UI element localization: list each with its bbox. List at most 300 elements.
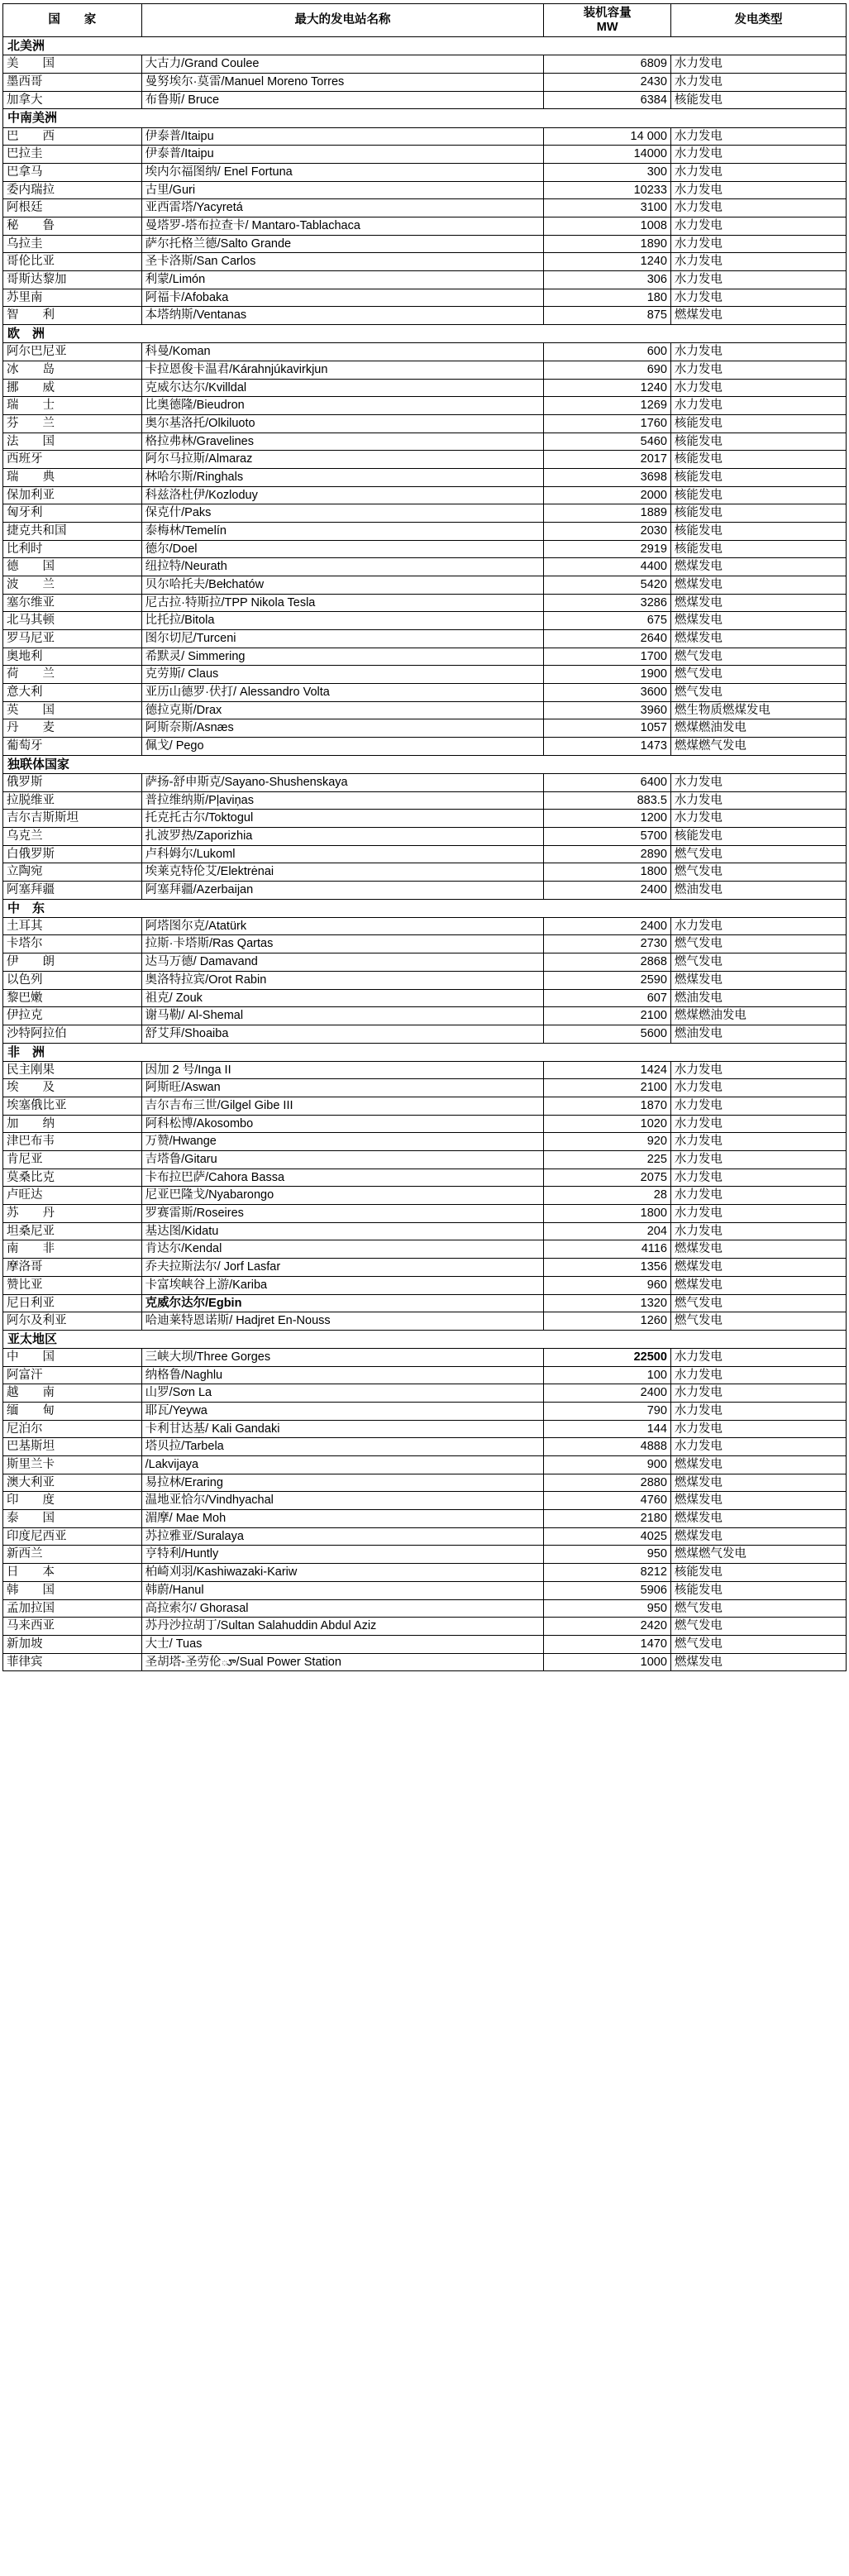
cell-generation-type: 燃煤发电	[670, 1240, 846, 1259]
cell-capacity: 2919	[544, 540, 671, 558]
cell-generation-type: 燃气发电	[670, 863, 846, 882]
table-row	[3, 1420, 847, 1438]
cell-capacity: 675	[544, 612, 671, 630]
cell-generation-type: 水力发电	[670, 55, 846, 74]
cell-plant-name: 圣卡洛斯/San Carlos	[141, 253, 544, 271]
cell-capacity: 1240	[544, 379, 671, 397]
region-label: 中南美洲	[3, 109, 847, 127]
cell-capacity: 5600	[544, 1025, 671, 1043]
table-row	[3, 989, 847, 1007]
cell-capacity: 3698	[544, 468, 671, 486]
table-row	[3, 199, 847, 217]
cell-capacity: 2880	[544, 1474, 671, 1492]
table-row	[3, 451, 847, 469]
cell-plant-name: 阿福卡/Afobaka	[141, 289, 544, 307]
cell-country: 荷 兰	[3, 666, 142, 684]
cell-plant-name: 阿塞拜疆/Azerbaijan	[141, 881, 544, 899]
cell-generation-type: 水力发电	[670, 1061, 846, 1079]
cell-generation-type: 燃气发电	[670, 1635, 846, 1653]
cell-generation-type: 水力发电	[670, 217, 846, 235]
table-row	[3, 666, 847, 684]
region-row	[3, 324, 847, 342]
table-row	[3, 648, 847, 666]
cell-capacity: 2100	[544, 1079, 671, 1097]
cell-country: 拉脱维亚	[3, 791, 142, 810]
cell-capacity: 4400	[544, 558, 671, 576]
cell-capacity: 1800	[544, 863, 671, 882]
cell-generation-type: 燃气发电	[670, 648, 846, 666]
cell-plant-name: 埃内尔福图纳/ Enel Fortuna	[141, 163, 544, 181]
cell-generation-type: 燃气发电	[670, 1294, 846, 1312]
cell-country: 阿根廷	[3, 199, 142, 217]
cell-plant-name: 纽拉特/Neurath	[141, 558, 544, 576]
cell-capacity: 2000	[544, 486, 671, 504]
cell-capacity: 1473	[544, 737, 671, 755]
table-row	[3, 289, 847, 307]
cell-generation-type: 水力发电	[670, 1169, 846, 1187]
table-row	[3, 540, 847, 558]
cell-plant-name: 曼努埃尔·莫雷/Manuel Moreno Torres	[141, 73, 544, 91]
cell-capacity: 1020	[544, 1115, 671, 1133]
cell-generation-type: 燃煤发电	[670, 1276, 846, 1294]
table-row	[3, 1492, 847, 1510]
cell-capacity: 100	[544, 1366, 671, 1384]
cell-capacity: 2890	[544, 845, 671, 863]
cell-country: 印度尼西亚	[3, 1527, 142, 1546]
cell-plant-name: 保克什/Paks	[141, 504, 544, 523]
cell-plant-name: 肯达尔/Kendal	[141, 1240, 544, 1259]
cell-capacity: 1200	[544, 810, 671, 828]
cell-generation-type: 核能发电	[670, 540, 846, 558]
cell-capacity: 790	[544, 1403, 671, 1421]
table-row	[3, 522, 847, 540]
cell-country: 保加利亚	[3, 486, 142, 504]
header-plant: 最大的发电站名称	[141, 4, 544, 37]
cell-capacity: 950	[544, 1599, 671, 1618]
cell-generation-type: 水力发电	[670, 810, 846, 828]
table-row	[3, 1259, 847, 1277]
cell-plant-name: 利蒙/Limón	[141, 270, 544, 289]
cell-plant-name: 科兹洛杜伊/Kozloduy	[141, 486, 544, 504]
table-row	[3, 433, 847, 451]
table-row	[3, 1079, 847, 1097]
cell-capacity: 4760	[544, 1492, 671, 1510]
cell-capacity: 1889	[544, 504, 671, 523]
cell-generation-type: 水力发电	[670, 1205, 846, 1223]
cell-plant-name: 卡拉恩俊卡温君/Kárahnjúkavirkjun	[141, 361, 544, 379]
cell-plant-name: 吉尔吉布三世/Gilgel Gibe III	[141, 1097, 544, 1116]
table-body	[3, 37, 847, 1671]
region-label: 北美洲	[3, 37, 847, 55]
cell-generation-type: 核能发电	[670, 433, 846, 451]
cell-generation-type: 燃煤发电	[670, 1474, 846, 1492]
cell-country: 卡塔尔	[3, 935, 142, 953]
cell-plant-name: 托克托古尔/Toktogul	[141, 810, 544, 828]
cell-plant-name: 拉斯·卡塔斯/Ras Qartas	[141, 935, 544, 953]
cell-plant-name: 哈迪莱特恩诺斯/ Hadjret En-Nouss	[141, 1312, 544, 1331]
table-row	[3, 612, 847, 630]
cell-country: 匈牙利	[3, 504, 142, 523]
cell-generation-type: 水力发电	[670, 1420, 846, 1438]
cell-plant-name: 本塔纳斯/Ventanas	[141, 307, 544, 325]
cell-capacity: 2030	[544, 522, 671, 540]
table-row	[3, 414, 847, 433]
cell-plant-name: 尼古拉·特斯拉/TPP Nikola Tesla	[141, 594, 544, 612]
table-row	[3, 379, 847, 397]
cell-plant-name: 古里/Guri	[141, 181, 544, 199]
cell-capacity: 1890	[544, 235, 671, 253]
cell-generation-type: 水力发电	[670, 1349, 846, 1367]
region-row	[3, 37, 847, 55]
cell-capacity: 1470	[544, 1635, 671, 1653]
cell-plant-name: 卡富埃峡谷上游/Kariba	[141, 1276, 544, 1294]
cell-capacity: 6400	[544, 773, 671, 791]
table-row	[3, 1384, 847, 1403]
cell-country: 莫桑比克	[3, 1169, 142, 1187]
table-row	[3, 55, 847, 74]
cell-plant-name: 苏拉雅亚/Suralaya	[141, 1527, 544, 1546]
cell-country: 卢旺达	[3, 1187, 142, 1205]
cell-generation-type: 燃煤燃油发电	[670, 719, 846, 738]
table-row	[3, 1061, 847, 1079]
cell-capacity: 2180	[544, 1510, 671, 1528]
table-row	[3, 1546, 847, 1564]
table-row	[3, 1510, 847, 1528]
cell-generation-type: 水力发电	[670, 181, 846, 199]
header-capacity	[544, 4, 671, 37]
table-row	[3, 1581, 847, 1599]
cell-country: 奥地利	[3, 648, 142, 666]
cell-country: 挪 威	[3, 379, 142, 397]
cell-generation-type: 燃气发电	[670, 1618, 846, 1636]
cell-generation-type: 水力发电	[670, 127, 846, 146]
cell-capacity: 2868	[544, 953, 671, 972]
cell-country: 坦桑尼亚	[3, 1222, 142, 1240]
region-label: 亚太地区	[3, 1330, 847, 1348]
cell-capacity: 1269	[544, 397, 671, 415]
cell-plant-name: 舒艾拜/Shoaiba	[141, 1025, 544, 1043]
cell-capacity: 690	[544, 361, 671, 379]
cell-country: 肯尼亚	[3, 1151, 142, 1169]
cell-country: 美 国	[3, 55, 142, 74]
cell-capacity: 2420	[544, 1618, 671, 1636]
cell-plant-name: 尼亚巴隆戈/Nyabarongo	[141, 1187, 544, 1205]
cell-country: 哥斯达黎加	[3, 270, 142, 289]
cell-country: 新西兰	[3, 1546, 142, 1564]
cell-country: 英 国	[3, 701, 142, 719]
cell-plant-name: 阿尔马拉斯/Almaraz	[141, 451, 544, 469]
cell-country: 阿塞拜疆	[3, 881, 142, 899]
cell-capacity: 1008	[544, 217, 671, 235]
cell-generation-type: 燃煤发电	[670, 594, 846, 612]
cell-plant-name: 耶瓦/Yeywa	[141, 1403, 544, 1421]
table-row	[3, 1276, 847, 1294]
cell-country: 加 纳	[3, 1115, 142, 1133]
table-row	[3, 1403, 847, 1421]
cell-plant-name: 基达图/Kidatu	[141, 1222, 544, 1240]
table-row	[3, 253, 847, 271]
cell-plant-name: 乔夫拉斯法尔/ Jorf Lasfar	[141, 1259, 544, 1277]
table-row	[3, 953, 847, 972]
cell-generation-type: 核能发电	[670, 827, 846, 845]
cell-generation-type: 燃气发电	[670, 1599, 846, 1618]
table-row	[3, 73, 847, 91]
cell-plant-name: 曼塔罗-塔布拉查卡/ Mantaro-Tablachaca	[141, 217, 544, 235]
cell-capacity: 22500	[544, 1349, 671, 1367]
cell-plant-name: 亨特利/Huntly	[141, 1546, 544, 1564]
cell-capacity: 1356	[544, 1259, 671, 1277]
cell-capacity: 950	[544, 1546, 671, 1564]
cell-capacity: 14000	[544, 146, 671, 164]
header-row	[3, 4, 847, 37]
cell-capacity: 1424	[544, 1061, 671, 1079]
cell-generation-type: 燃煤发电	[670, 1259, 846, 1277]
cell-country: 丹 麦	[3, 719, 142, 738]
cell-generation-type: 水力发电	[670, 146, 846, 164]
cell-country: 泰 国	[3, 1510, 142, 1528]
cell-plant-name: 奥尔基洛托/Olkiluoto	[141, 414, 544, 433]
cell-generation-type: 水力发电	[670, 343, 846, 361]
cell-country: 津巴布韦	[3, 1133, 142, 1151]
cell-capacity: 2430	[544, 73, 671, 91]
cell-capacity: 5420	[544, 576, 671, 594]
cell-country: 西班牙	[3, 451, 142, 469]
table-row	[3, 1474, 847, 1492]
cell-plant-name: 湄摩/ Mae Moh	[141, 1510, 544, 1528]
cell-plant-name: 贝尔哈托夫/Bełchatów	[141, 576, 544, 594]
cell-capacity: 1800	[544, 1205, 671, 1223]
cell-plant-name: 易拉林/Eraring	[141, 1474, 544, 1492]
cell-country: 韩 国	[3, 1581, 142, 1599]
cell-country: 德 国	[3, 558, 142, 576]
cell-generation-type: 水力发电	[670, 1133, 846, 1151]
cell-country: 伊 朗	[3, 953, 142, 972]
cell-plant-name: 德尔/Doel	[141, 540, 544, 558]
cell-country: 斯里兰卡	[3, 1456, 142, 1474]
cell-plant-name: 高拉索尔/ Ghorasal	[141, 1599, 544, 1618]
cell-capacity: 225	[544, 1151, 671, 1169]
table-row	[3, 486, 847, 504]
cell-generation-type: 水力发电	[670, 270, 846, 289]
cell-capacity: 1900	[544, 666, 671, 684]
cell-plant-name: 扎波罗热/Zaporizhia	[141, 827, 544, 845]
region-row	[3, 899, 847, 917]
table-row	[3, 217, 847, 235]
table-row	[3, 361, 847, 379]
table-row	[3, 1438, 847, 1456]
table-row	[3, 1294, 847, 1312]
cell-generation-type: 水力发电	[670, 1403, 846, 1421]
cell-plant-name: 亚西雷塔/Yacyretá	[141, 199, 544, 217]
cell-capacity: 204	[544, 1222, 671, 1240]
cell-capacity: 2100	[544, 1007, 671, 1025]
cell-plant-name: 克威尔达尔/Kvilldal	[141, 379, 544, 397]
cell-capacity: 5460	[544, 433, 671, 451]
region-label: 欧 洲	[3, 324, 847, 342]
table-row	[3, 1151, 847, 1169]
cell-plant-name: 柏崎刈羽/Kashiwazaki-Kariw	[141, 1564, 544, 1582]
cell-capacity: 2730	[544, 935, 671, 953]
cell-plant-name: 比奥德隆/Bieudron	[141, 397, 544, 415]
cell-country: 伊拉克	[3, 1007, 142, 1025]
cell-capacity: 300	[544, 163, 671, 181]
cell-plant-name: 阿科松博/Akosombo	[141, 1115, 544, 1133]
cell-capacity: 2400	[544, 1384, 671, 1403]
cell-country: 乌克兰	[3, 827, 142, 845]
table-row	[3, 235, 847, 253]
table-row	[3, 1097, 847, 1116]
cell-country: 巴 西	[3, 127, 142, 146]
cell-plant-name: 万赞/Hwange	[141, 1133, 544, 1151]
cell-generation-type: 燃生物质燃煤发电	[670, 701, 846, 719]
cell-country: 埃塞俄比亚	[3, 1097, 142, 1116]
cell-capacity: 1760	[544, 414, 671, 433]
cell-capacity: 1240	[544, 253, 671, 271]
cell-plant-name: 塔贝拉/Tarbela	[141, 1438, 544, 1456]
cell-capacity: 3960	[544, 701, 671, 719]
cell-generation-type: 燃气发电	[670, 666, 846, 684]
cell-country: 吉尔吉斯斯坦	[3, 810, 142, 828]
table-row	[3, 1025, 847, 1043]
table-row	[3, 791, 847, 810]
cell-country: 土耳其	[3, 917, 142, 935]
cell-country: 苏 丹	[3, 1205, 142, 1223]
cell-generation-type: 燃煤发电	[670, 971, 846, 989]
cell-capacity: 4025	[544, 1527, 671, 1546]
cell-country: 越 南	[3, 1384, 142, 1403]
cell-plant-name: 图尔切尼/Turceni	[141, 629, 544, 648]
cell-capacity: 180	[544, 289, 671, 307]
cell-generation-type: 水力发电	[670, 1187, 846, 1205]
region-row	[3, 1043, 847, 1061]
cell-plant-name: 谢马勒/ Al-Shemal	[141, 1007, 544, 1025]
cell-country: 俄罗斯	[3, 773, 142, 791]
table-row	[3, 1115, 847, 1133]
cell-country: 北马其顿	[3, 612, 142, 630]
cell-plant-name: 纳格鲁/Naghlu	[141, 1366, 544, 1384]
table-row	[3, 504, 847, 523]
cell-plant-name: 卢科姆尔/Lukoml	[141, 845, 544, 863]
cell-plant-name: 布鲁斯/ Bruce	[141, 91, 544, 109]
cell-country: 秘 鲁	[3, 217, 142, 235]
cell-generation-type: 水力发电	[670, 199, 846, 217]
cell-capacity: 6384	[544, 91, 671, 109]
cell-country: 马来西亚	[3, 1618, 142, 1636]
cell-country: 立陶宛	[3, 863, 142, 882]
cell-country: 乌拉圭	[3, 235, 142, 253]
cell-country: 塞尔维亚	[3, 594, 142, 612]
table-row	[3, 1222, 847, 1240]
table-row	[3, 810, 847, 828]
cell-generation-type: 水力发电	[670, 361, 846, 379]
cell-generation-type: 燃煤发电	[670, 1527, 846, 1546]
cell-country: 墨西哥	[3, 73, 142, 91]
cell-country: 南 非	[3, 1240, 142, 1259]
table-row	[3, 127, 847, 146]
cell-country: 哥伦比亚	[3, 253, 142, 271]
region-label: 独联体国家	[3, 755, 847, 773]
cell-generation-type: 水力发电	[670, 1097, 846, 1116]
table-row	[3, 1312, 847, 1331]
cell-plant-name: 因加 2 号/Inga II	[141, 1061, 544, 1079]
table-row	[3, 773, 847, 791]
cell-plant-name: 阿斯旺/Aswan	[141, 1079, 544, 1097]
cell-plant-name: 卡利甘达基/ Kali Gandaki	[141, 1420, 544, 1438]
cell-capacity: 607	[544, 989, 671, 1007]
cell-plant-name: 吉塔鲁/Gitaru	[141, 1151, 544, 1169]
cell-capacity: 2017	[544, 451, 671, 469]
cell-plant-name: 卡布拉巴萨/Cahora Bassa	[141, 1169, 544, 1187]
table-row	[3, 701, 847, 719]
cell-generation-type: 核能发电	[670, 451, 846, 469]
cell-plant-name: 大古力/Grand Coulee	[141, 55, 544, 74]
table-row	[3, 594, 847, 612]
cell-country: 黎巴嫩	[3, 989, 142, 1007]
cell-country: 委内瑞拉	[3, 181, 142, 199]
cell-generation-type: 水力发电	[670, 73, 846, 91]
table-row	[3, 181, 847, 199]
cell-plant-name: 达马万德/ Damavand	[141, 953, 544, 972]
cell-capacity: 2640	[544, 629, 671, 648]
cell-capacity: 900	[544, 1456, 671, 1474]
cell-country: 新加坡	[3, 1635, 142, 1653]
cell-country: 巴拉圭	[3, 146, 142, 164]
table-row	[3, 683, 847, 701]
cell-generation-type: 燃煤发电	[670, 1653, 846, 1671]
cell-country: 民主刚果	[3, 1061, 142, 1079]
cell-generation-type: 核能发电	[670, 504, 846, 523]
cell-capacity: 1700	[544, 648, 671, 666]
cell-capacity: 8212	[544, 1564, 671, 1582]
cell-capacity: 3100	[544, 199, 671, 217]
cell-country: 阿尔巴尼亚	[3, 343, 142, 361]
cell-generation-type: 燃煤发电	[670, 558, 846, 576]
cell-country: 苏里南	[3, 289, 142, 307]
table-row	[3, 1635, 847, 1653]
cell-plant-name: 亚历山德罗·伏打/ Alessandro Volta	[141, 683, 544, 701]
cell-generation-type: 水力发电	[670, 1438, 846, 1456]
cell-capacity: 2400	[544, 917, 671, 935]
cell-generation-type: 水力发电	[670, 397, 846, 415]
table-row	[3, 971, 847, 989]
cell-country: 尼日利亚	[3, 1294, 142, 1312]
cell-plant-name: 阿斯奈斯/Asnæs	[141, 719, 544, 738]
cell-plant-name: 三峡大坝/Three Gorges	[141, 1349, 544, 1367]
cell-plant-name: 格拉弗林/Gravelines	[141, 433, 544, 451]
cell-country: 冰 岛	[3, 361, 142, 379]
cell-generation-type: 水力发电	[670, 1384, 846, 1403]
cell-generation-type: 燃气发电	[670, 1312, 846, 1331]
cell-country: 沙特阿拉伯	[3, 1025, 142, 1043]
cell-capacity: 5906	[544, 1581, 671, 1599]
cell-plant-name: 希默灵/ Simmering	[141, 648, 544, 666]
cell-country: 比利时	[3, 540, 142, 558]
cell-capacity: 1057	[544, 719, 671, 738]
cell-plant-name: 泰梅林/Temelín	[141, 522, 544, 540]
cell-generation-type: 燃煤发电	[670, 576, 846, 594]
cell-capacity: 28	[544, 1187, 671, 1205]
cell-generation-type: 水力发电	[670, 235, 846, 253]
cell-plant-name: 埃莱克特伦艾/Elektrėnai	[141, 863, 544, 882]
table-row	[3, 1007, 847, 1025]
cell-generation-type: 水力发电	[670, 1222, 846, 1240]
cell-country: 巴拿马	[3, 163, 142, 181]
table-header	[3, 4, 847, 37]
cell-generation-type: 核能发电	[670, 1581, 846, 1599]
cell-capacity: 5700	[544, 827, 671, 845]
header-type: 发电类型	[670, 4, 846, 37]
cell-generation-type: 燃煤发电	[670, 1510, 846, 1528]
